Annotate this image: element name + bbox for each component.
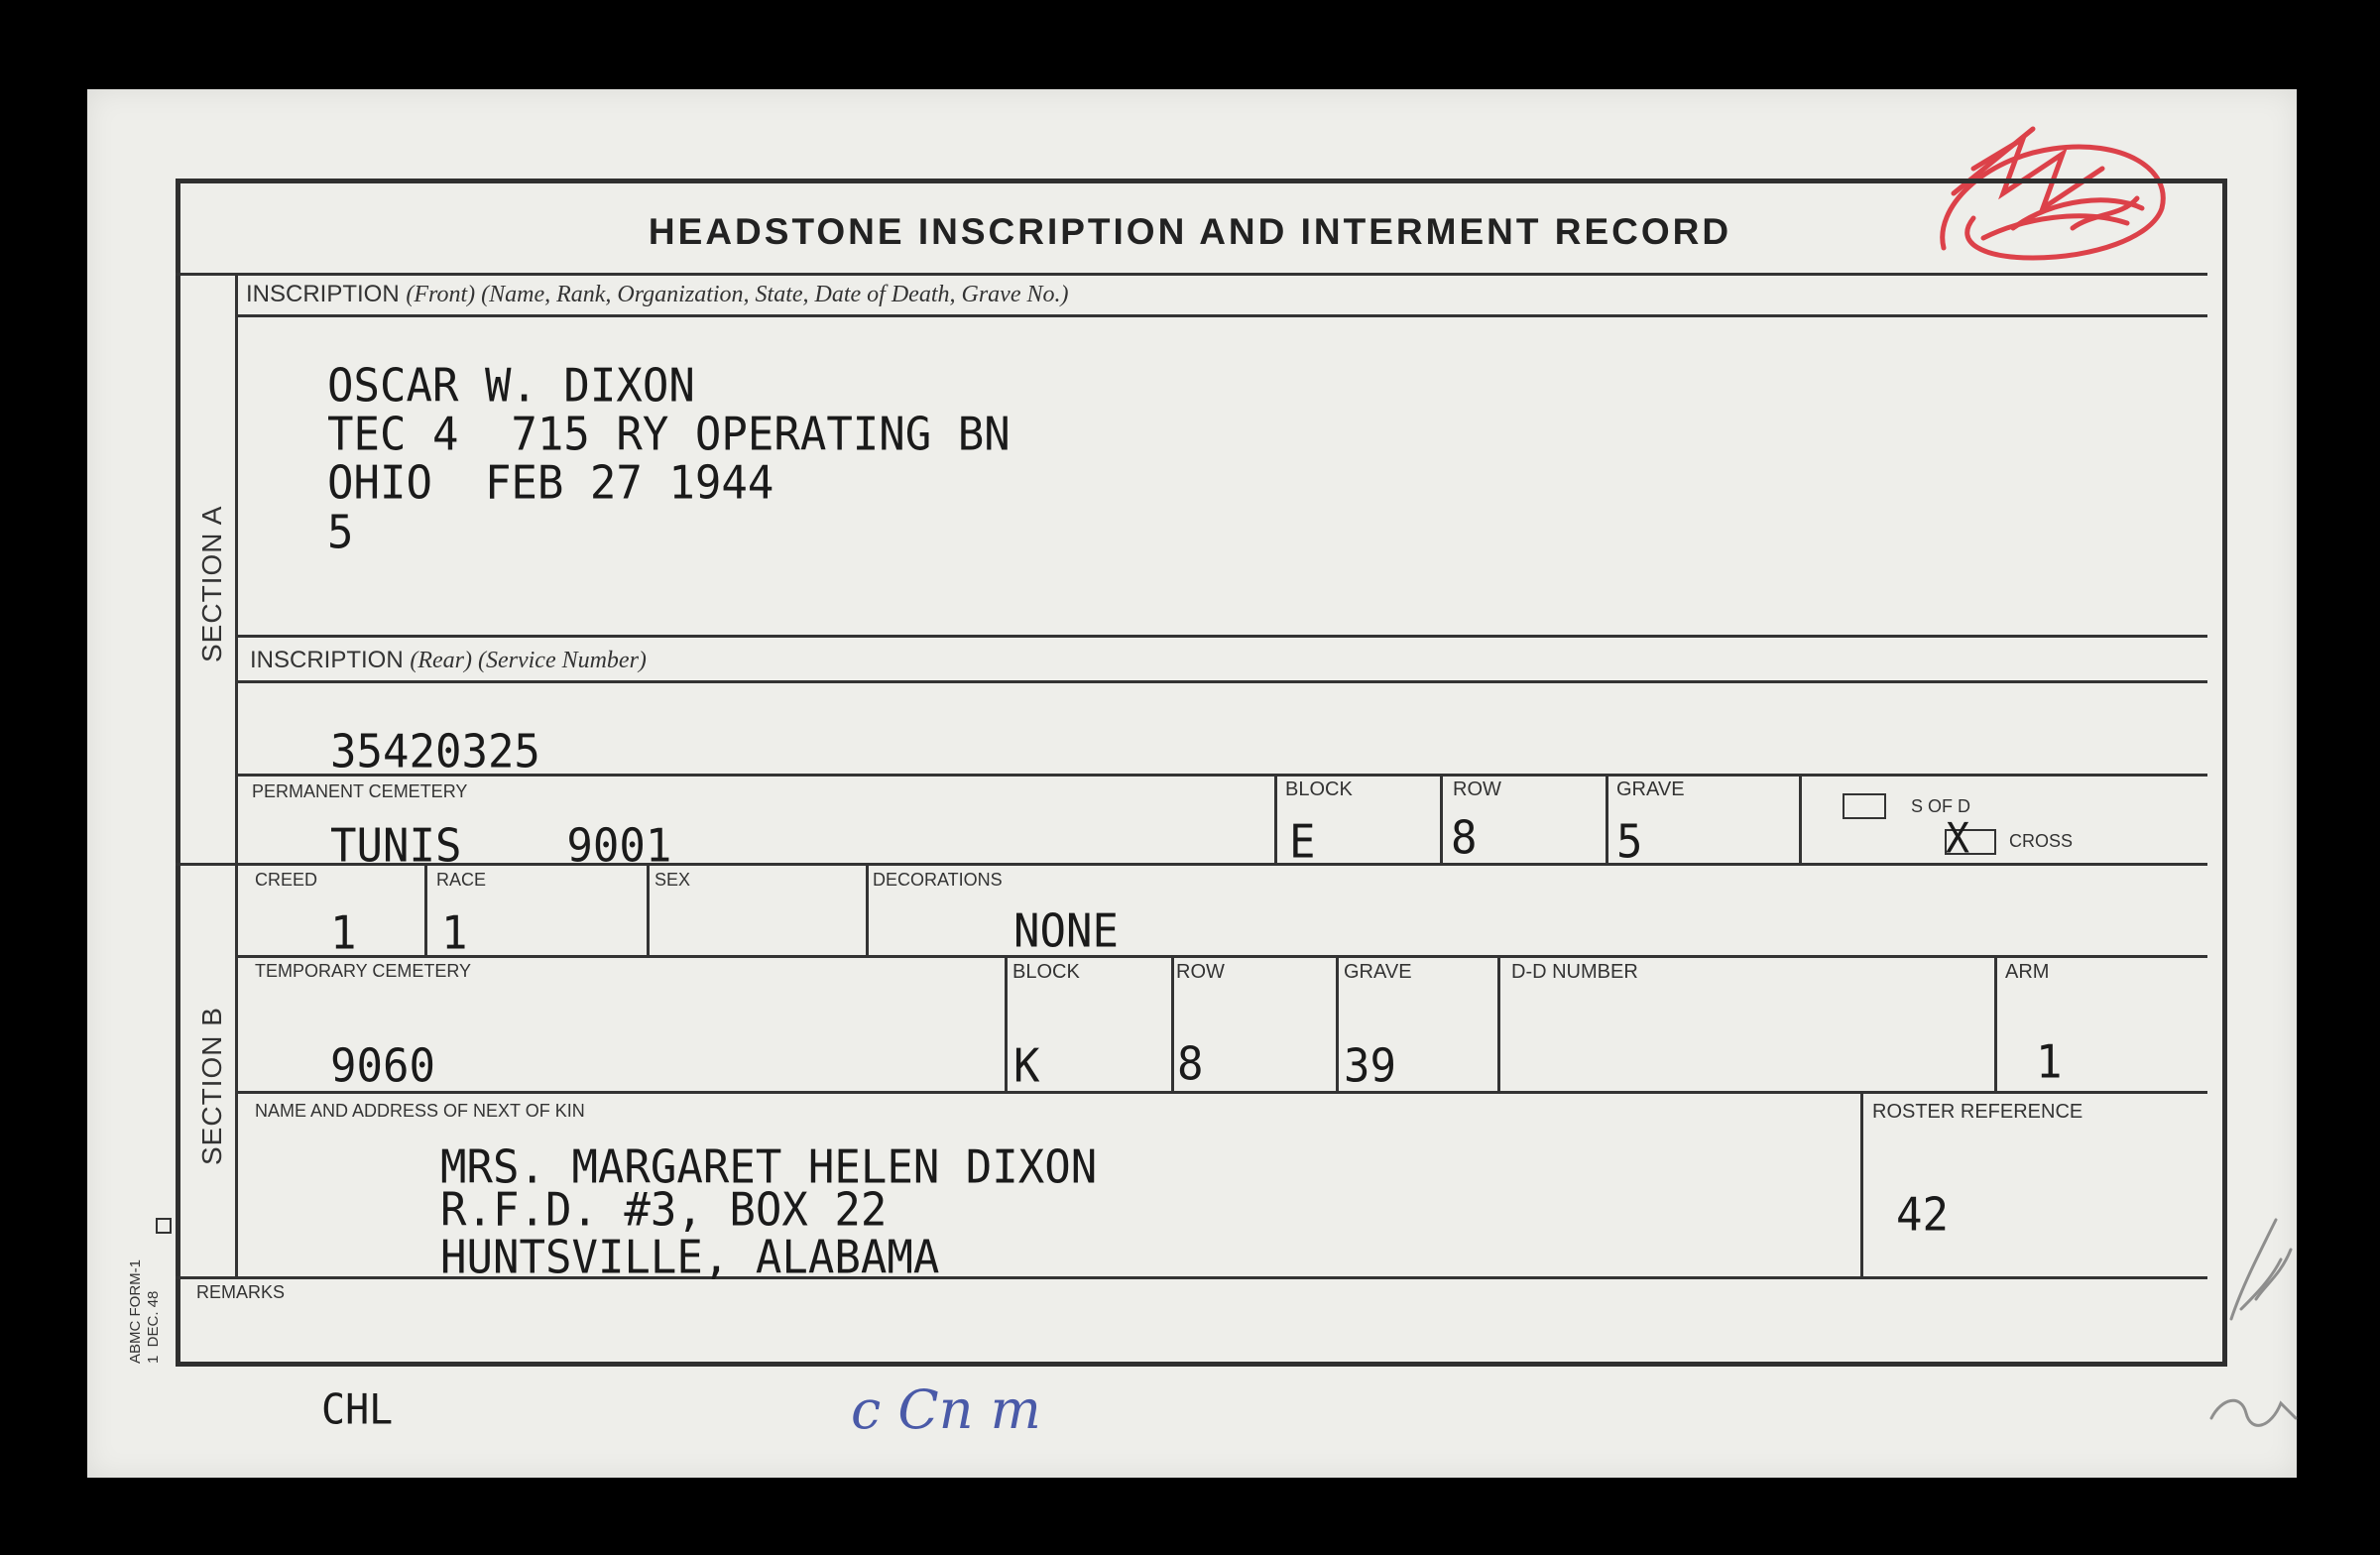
- sep-temp-row: [1171, 955, 1174, 1091]
- rule-rear-label-bottom: [235, 680, 2207, 683]
- inscription-front-label-plain: INSCRIPTION: [246, 281, 407, 307]
- permanent-row-value: 8: [1451, 811, 1478, 866]
- sep-sex: [866, 863, 869, 955]
- sep-perm-row: [1440, 774, 1443, 863]
- dd-number-label: D-D NUMBER: [1511, 961, 1638, 983]
- sofd-label: S OF D: [1911, 796, 1971, 816]
- inscription-front-label: [246, 281, 1068, 308]
- sep-roster: [1860, 1091, 1863, 1276]
- decorations-value: NONE: [1013, 904, 1119, 959]
- section-b-label: SECTION B: [196, 1007, 227, 1165]
- race-label: RACE: [436, 870, 487, 890]
- rule-front-label: [235, 314, 2207, 317]
- sep-temp-grave: [1336, 955, 1339, 1091]
- decorations-label: DECORATIONS: [873, 870, 1003, 890]
- permanent-grave-value: 5: [1616, 815, 1643, 870]
- form-id-line2: 1 DEC. 48: [145, 1290, 162, 1364]
- cross-check-mark: X: [1946, 814, 1970, 864]
- form-id-line1: ABMC FORM-1: [127, 1259, 144, 1364]
- service-number: 35420325: [330, 725, 540, 779]
- temporary-cemetery-value: 9060: [330, 1039, 435, 1094]
- rule-rear-label-top: [235, 635, 2207, 638]
- section-a-label: SECTION A: [196, 505, 227, 662]
- sep-perm-grave: [1606, 774, 1608, 863]
- sep-perm-marker: [1799, 774, 1802, 863]
- roster-reference-value: 42: [1896, 1188, 1949, 1243]
- temporary-grave-value: 39: [1344, 1039, 1396, 1094]
- remarks-handwriting: c Cn m: [851, 1378, 1041, 1441]
- roster-reference-label: ROSTER REFERENCE: [1872, 1101, 2083, 1123]
- rule-kin-top: [235, 1091, 2207, 1094]
- next-of-kin-line1: MRS. MARGARET HELEN DIXON: [440, 1140, 1098, 1195]
- temporary-row-label: ROW: [1176, 961, 1225, 983]
- temporary-block-value: K: [1013, 1039, 1040, 1094]
- sep-temp-block: [1005, 955, 1008, 1091]
- permanent-block-value: E: [1289, 815, 1316, 870]
- temporary-block-label: BLOCK: [1012, 961, 1080, 983]
- permanent-grave-label: GRAVE: [1616, 778, 1685, 800]
- sep-temp-dd: [1497, 955, 1500, 1091]
- sex-label: SEX: [654, 870, 691, 890]
- rule-temporary-top: [235, 955, 2207, 958]
- temporary-row-value: 8: [1177, 1037, 1204, 1092]
- sep-temp-arm: [1994, 955, 1997, 1091]
- cross-label: CROSS: [2009, 831, 2074, 851]
- permanent-row-label: ROW: [1453, 778, 1501, 800]
- remarks-typed: CHL: [321, 1385, 394, 1435]
- permanent-cemetery-value: TUNIS 9001: [330, 819, 672, 874]
- rule-under-title: [176, 273, 2207, 276]
- arm-label: ARM: [2005, 961, 2050, 983]
- remarks-label: REMARKS: [196, 1282, 286, 1302]
- form-title: HEADSTONE INSCRIPTION AND INTERMENT RECORD: [648, 211, 1732, 252]
- inscription-front-line1: OSCAR W. DIXON: [327, 359, 695, 414]
- creed-label: CREED: [255, 870, 318, 890]
- next-of-kin-label: NAME AND ADDRESS OF NEXT OF KIN: [255, 1101, 585, 1121]
- margin-pencil-scribble: [2202, 1200, 2311, 1448]
- form-id: [127, 1259, 163, 1364]
- creed-value: 1: [330, 906, 357, 961]
- temporary-grave-label: GRAVE: [1344, 961, 1412, 983]
- form-id-checkbox: [156, 1218, 172, 1234]
- sep-perm-block: [1274, 774, 1277, 863]
- permanent-cemetery-label: PERMANENT CEMETERY: [252, 781, 468, 801]
- inscription-rear-label-italic: (Rear) (Service Number): [410, 648, 647, 673]
- inscription-front-line3: OHIO FEB 27 1944: [327, 456, 774, 511]
- permanent-block-label: BLOCK: [1285, 778, 1353, 800]
- next-of-kin-line3: HUNTSVILLE, ALABAMA: [440, 1231, 940, 1285]
- inscription-rear-label-plain: INSCRIPTION: [250, 647, 411, 673]
- sep-race: [647, 863, 650, 955]
- inscription-front-line2: TEC 4 715 RY OPERATING BN: [327, 408, 1011, 462]
- inscription-front-line4: 5: [327, 506, 354, 560]
- race-value: 1: [441, 906, 468, 961]
- temporary-cemetery-label: TEMPORARY CEMETERY: [255, 961, 472, 981]
- inscription-front-label-italic: (Front) (Name, Rank, Organization, State, Date of Death, Grave No.): [406, 282, 1069, 307]
- next-of-kin-line2: R.F.D. #3, BOX 22: [440, 1183, 888, 1238]
- arm-value: 1: [2036, 1035, 2063, 1090]
- sep-creed: [424, 863, 427, 955]
- sofd-checkbox: [1843, 793, 1886, 819]
- inscription-rear-label: [250, 647, 647, 674]
